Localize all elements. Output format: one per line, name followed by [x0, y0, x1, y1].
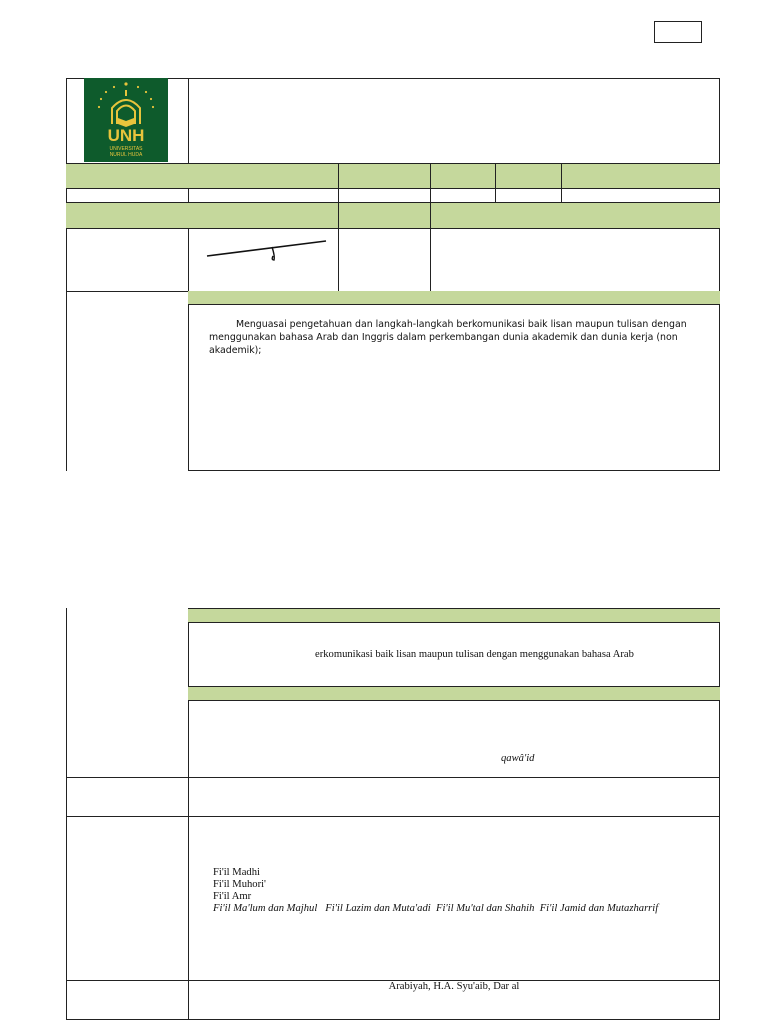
table-border-right: [719, 78, 720, 471]
topic-item: Fi'il Madhi: [213, 867, 260, 878]
description-term: qawâ'id: [501, 753, 535, 764]
row-line: [66, 816, 720, 817]
signature-mark: [200, 234, 335, 264]
row-line: [66, 777, 720, 778]
page-number-box: [654, 21, 702, 43]
col-line-c: [495, 163, 496, 202]
col-line-d: [561, 163, 562, 202]
topic-item: Fi'il Ma'lum dan Majhul Fi'il Lazim dan Muta'adi Fi'il Mu'tal dan Shahih Fi'il Jamid dan Mutazharrif: [213, 903, 659, 914]
logo-acronym: UNH: [107, 126, 145, 145]
learning-outcome-text: Menguasai pengetahuan dan langkah-langkah berkomunikasi baik lisan maupun tulisan dengan menggunakan bahasa Arab dan Inggris dalam perkembangan dunia akademik dan dunia kerja (non akademik);: [209, 319, 687, 356]
logo-line2: NURUL HUDA: [109, 152, 143, 158]
col-line-e: [338, 202, 339, 292]
table2-border-bottom: [66, 1019, 720, 1020]
table-border-bottom: [188, 470, 720, 471]
section-header-cpmk: [188, 608, 720, 623]
table-border-left: [66, 78, 67, 471]
col-line-f: [430, 202, 431, 292]
logo-line1: UNIVERSITAS: [109, 146, 143, 152]
header-row-authorization: [66, 202, 720, 229]
university-logo: [84, 78, 168, 162]
topic-item: Fi'il Muhori': [213, 879, 266, 890]
table-col-divider: [188, 78, 189, 471]
table2-col-divider: [188, 608, 189, 1020]
header-row-course: [66, 163, 720, 189]
section-header-description: [188, 686, 720, 701]
table2-border-right: [719, 608, 720, 1020]
col-line-b: [430, 163, 431, 202]
topic-item: Fi'il Amr: [213, 891, 252, 902]
reference-text: Arabiyah, H.A. Syu'aib, Dar al: [388, 981, 520, 992]
topic-list: [213, 867, 713, 915]
col-line-a: [338, 163, 339, 202]
table2-border-left: [66, 608, 67, 1020]
unh-emblem-icon: [84, 78, 168, 162]
course-outcome-text: erkomunikasi baik lisan maupun tulisan dengan menggunakan bahasa Arab: [315, 649, 634, 660]
section-header-cpl: [188, 291, 720, 305]
